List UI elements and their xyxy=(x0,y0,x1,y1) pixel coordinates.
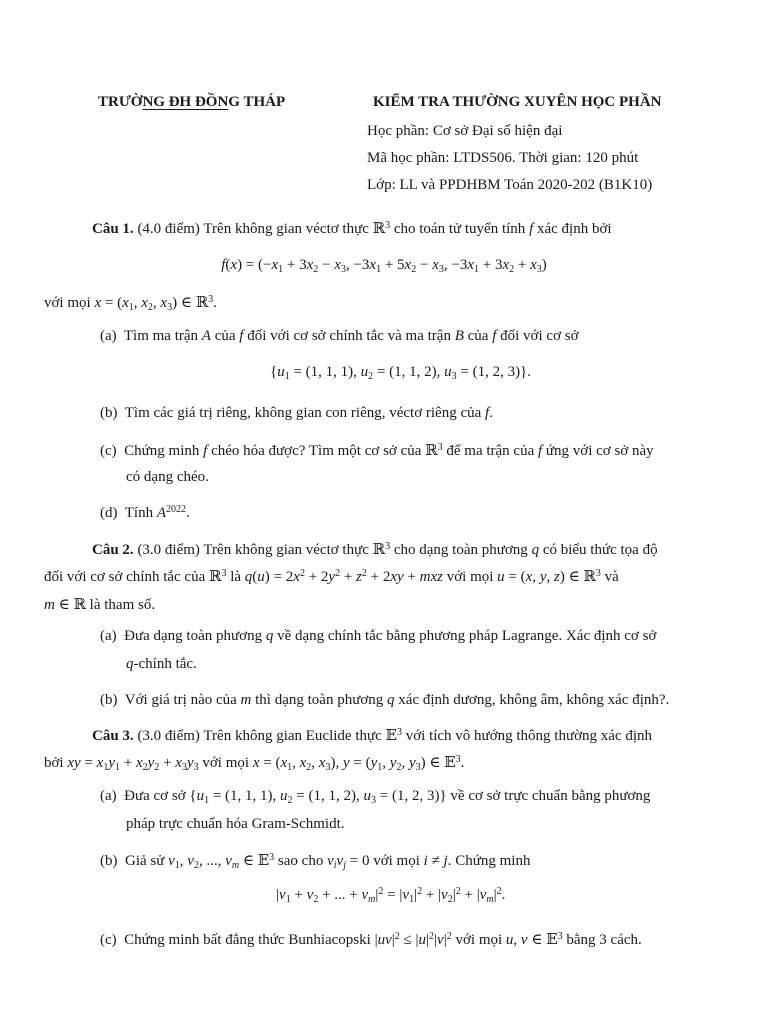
q1-text: xác định bởi xyxy=(533,221,612,237)
part-label: (c) xyxy=(100,932,117,948)
q2-text: là xyxy=(226,569,245,585)
q2-text: -chính tắc. xyxy=(133,656,197,672)
q2-line1: Câu 2. (3.0 điểm) Trên không gian véctơ thực ℝ$^3$ cho dạng toàn phương q có biểu thức tọa độ xyxy=(92,541,658,558)
q3-text: bởi xyxy=(44,755,68,771)
school-name xyxy=(98,94,285,111)
q2-text: Đưa dạng toàn phương xyxy=(124,628,266,644)
q3-line1: Câu 3. (3.0 điểm) Trên không gian Euclide thực 𝔼$^3$ với tích vô hướng thông thường xác định xyxy=(92,727,653,744)
q3-label: Câu 3. xyxy=(92,728,134,744)
q1-text: của xyxy=(210,328,240,344)
q3-text: về cơ sở trực chuẩn bằng phương xyxy=(446,788,651,804)
q2-text: cho dạng toàn phương xyxy=(390,542,532,558)
part-label: (b) xyxy=(100,853,118,869)
part-label: (a) xyxy=(100,628,117,644)
q2-part-a: (a) Đưa dạng toàn phương q về dạng chính tắc bằng phương pháp Lagrange. Xác định cơ sở xyxy=(100,628,657,644)
q1-text: chéo hóa được? Tìm một cơ sở của ℝ xyxy=(207,443,438,459)
q2-text: là tham số. xyxy=(85,597,156,613)
course-code: Mã học phần: LTDS506. Thời gian: 120 phút xyxy=(367,150,639,166)
part-label: (a) xyxy=(100,328,117,344)
q2-text: và xyxy=(600,569,619,585)
q1-text: để ma trận của xyxy=(442,443,538,459)
q2-line2: đối với cơ sở chính tắc của ℝ$^3$ là $q(u) = 2x^2 + 2y^2 + z^2 + 2xy$ + mxz với mọi u = (x, y, z) ∈ ℝ$^3$ và xyxy=(44,568,619,585)
q1-text: Tìm các giá trị riêng, không gian con riêng, véctơ riêng của xyxy=(124,405,486,421)
q1-text: với mọi xyxy=(44,295,95,311)
q2-text: có biểu thức tọa độ xyxy=(539,542,658,558)
q3-text: với mọi xyxy=(451,932,506,948)
q2-text: với mọi xyxy=(442,569,498,585)
part-label: (c) xyxy=(100,443,117,459)
q3-part-b-formula: $|v_1 + v_2$ + ... + $v_m|^2 = |v_1|^2 + |v_2|^2 + |v_m|^2$. xyxy=(276,886,506,905)
school-name-part: TRƯỜ xyxy=(98,94,143,110)
q3-text: . Chứng minh xyxy=(447,853,531,869)
q2-part-a-cont: q-chính tắc. xyxy=(126,656,197,672)
q3-part-c: (c) Chứng minh bất đẳng thức Bunhiacopski $|uv|^2 \le |u|^2|v|^2$ với mọi u, v ∈ 𝔼$^3$ bằng 3 cách. xyxy=(100,931,642,948)
exponent: 2022 xyxy=(166,504,186,515)
q1-formula: $f(x) = (-x_1 + 3x_2 - x_3$, $-3x_1 + 5x_2 - x_3$, $-3x_1 + 3x_2 + x_3$) xyxy=(221,257,547,275)
class-name: Lớp: LL và PPDHBM Toán 2020-202 (B1K10) xyxy=(367,177,653,193)
q2-text: về dạng chính tắc bằng phương pháp Lagrange. Xác định cơ sở xyxy=(273,628,657,644)
q1-text: (4.0 điểm) Trên không gian véctơ thực ℝ xyxy=(137,221,386,237)
q1-part-d: (d) Tính $A^{2022}$. xyxy=(100,504,190,521)
q3-part-a-cont: pháp trực chuẩn hóa Gram-Schmidt. xyxy=(126,816,345,832)
q1-text: Chứng minh xyxy=(124,443,204,459)
q1-part-c-cont: có dạng chéo. xyxy=(126,469,209,485)
q3-text: Đưa cơ sở xyxy=(124,788,190,804)
q2-text: xác định dương, không âm, không xác định?. xyxy=(394,692,670,708)
q1-part-b: (b) Tìm các giá trị riêng, không gian con riêng, véctơ riêng của f. xyxy=(100,405,493,421)
q3-part-a: (a) Đưa cơ sở {$u_1 = (1$, 1, 1), $u_2 = (1$, 1, 2), $u_3 = (1$, 2, 3)} về cơ sở trực chuẩn bằng phương xyxy=(100,788,651,806)
q3-text: (3.0 điểm) Trên không gian Euclide thực 𝔼 xyxy=(137,728,397,744)
q1-text: Tìm ma trận xyxy=(123,328,202,344)
q1-text: đối với cơ sở xyxy=(496,328,579,344)
course-name: Học phần: Cơ sở Đại số hiện đại xyxy=(367,123,563,139)
q1-intro: Câu 1. (4.0 điểm) Trên không gian véctơ thực ℝ$^3$ cho toán tử tuyến tính f xác định bởi xyxy=(92,220,612,237)
q1-part-c: (c) Chứng minh f chéo hóa được? Tìm một cơ sở của ℝ$^3$ để ma trận của f ứng với cơ sở này xyxy=(100,442,654,459)
q3-text: Giả sử xyxy=(125,853,169,869)
q3-text: Chứng minh bất đẳng thức Bunhiacopski xyxy=(124,932,375,948)
q1-label: Câu 1. xyxy=(92,221,134,237)
q1-part-a: (a) Tìm ma trận A của f đối với cơ sở chính tắc và ma trận B của f đối với cơ sở xyxy=(100,328,579,344)
q1-basis-formula: {$u_1 = (1$, 1, 1), $u_2 = (1$, 1, 2), $u_3 = (1$, 2, 3)}. xyxy=(270,364,532,382)
q2-text: đối với cơ sở chính tắc của ℝ xyxy=(44,569,222,585)
q3-text: với mọi xyxy=(369,853,424,869)
part-label: (b) xyxy=(100,405,118,421)
q3-text: bằng 3 cách. xyxy=(562,932,642,948)
q2-text: (3.0 điểm) Trên không gian véctơ thực ℝ xyxy=(137,542,386,558)
q3-text: với mọi xyxy=(198,755,253,771)
q1-text: ứng với cơ sở này xyxy=(542,443,654,459)
q1-text: của xyxy=(463,328,493,344)
q2-text: thì dạng toàn phương xyxy=(251,692,388,708)
q3-part-b: (b) Giả sử $v_1$, $v_2$, ..., $v_m$ ∈ 𝔼$^3$ sao cho $v_iv_j = 0$ với mọi i ≠ j. Chứng minh xyxy=(100,852,531,871)
school-name-part: NG ĐH ĐỒN xyxy=(142,94,229,110)
q3-text: sao cho xyxy=(274,853,328,869)
school-name-part: G THÁP xyxy=(228,94,286,110)
q3-line2: bởi xy = $x_1y_1 + x_2y_2 + x_3y_3$ với mọi $x = (x_1$, $x_2$, $x_3$), $y = (y_1$, $y_2$, $y_3$) ∈ 𝔼$^3$. xyxy=(44,754,465,773)
q1-forall: với mọi $x = (x_1$, $x_2$, $x_3$) ∈ ℝ$^3$. xyxy=(44,294,217,313)
q2-line3: m ∈ ℝ là tham số. xyxy=(44,597,156,613)
q2-text: Với giá trị nào của xyxy=(124,692,241,708)
q2-part-b: (b) Với giá trị nào của m thì dạng toàn phương q xác định dương, không âm, không xác định?. xyxy=(100,692,670,708)
part-label: (a) xyxy=(100,788,117,804)
exam-title: KIỂM TRA THƯỜNG XUYÊN HỌC PHẦN xyxy=(373,94,662,110)
q1-text: đối với cơ sở chính tắc và ma trận xyxy=(243,328,455,344)
q1-text: Tính xyxy=(124,505,157,521)
q3-text: với tích vô hướng thông thường xác định xyxy=(401,728,653,744)
q1-text: cho toán tử tuyến tính xyxy=(390,221,530,237)
part-label: (b) xyxy=(100,692,118,708)
part-label: (d) xyxy=(100,505,118,521)
q2-label: Câu 2. xyxy=(92,542,134,558)
